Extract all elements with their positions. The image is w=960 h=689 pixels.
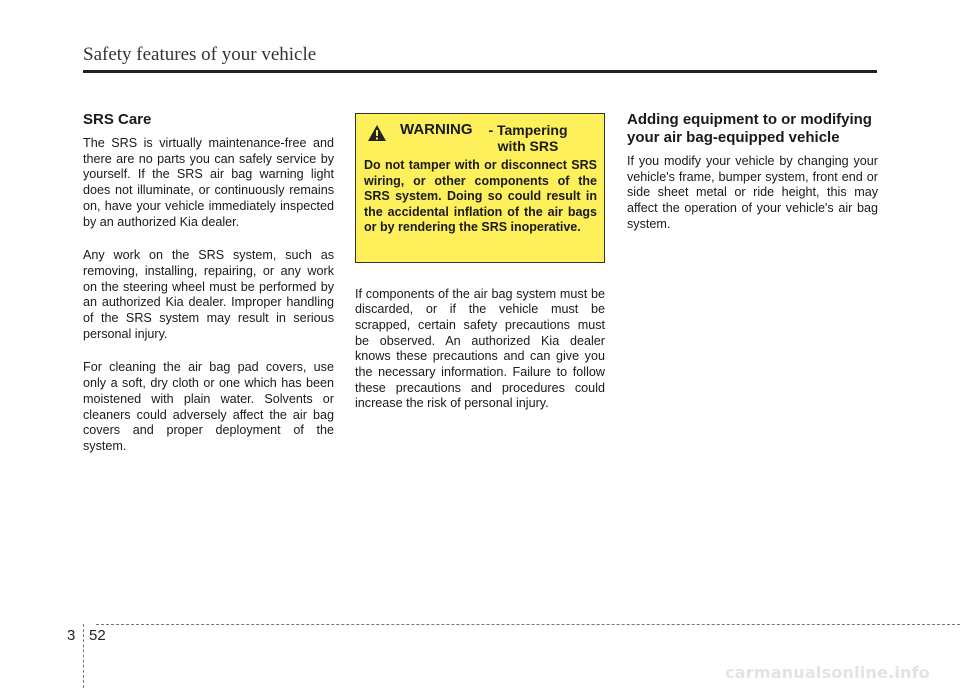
warning-topic: - Tampering with SRS bbox=[488, 122, 568, 154]
body-paragraph: If you modify your vehicle by changing your vehicle's frame, bumper system, front end or side sheet metal or ride height, this may affect the operation of your vehicle's air bag system. bbox=[627, 154, 878, 231]
adding-equipment-heading: Adding equipment to or modifying your air bag-equipped vehicle bbox=[627, 111, 872, 146]
body-paragraph: If components of the air bag system must be discarded, or if the vehicle must be scrapped, certain safety precautions must be observed. An authorized Kia dealer knows these precautions and can give you the necessary information. Failure to follow these precautions and procedures could increase the risk of personal injury. bbox=[355, 286, 605, 411]
middle-column bbox=[355, 110, 605, 430]
warning-box bbox=[355, 113, 605, 263]
page-number-separator bbox=[83, 624, 85, 688]
right-column bbox=[627, 110, 878, 251]
srs-care-heading: SRS Care bbox=[83, 111, 152, 128]
body-paragraph: For cleaning the air bag pad covers, use only a soft, dry cloth or one which has been moistened with plain water. Solvents or cleaners could adversely affect the air bag covers and proper deployment of the system. bbox=[83, 360, 334, 453]
page-number: 52 bbox=[89, 627, 106, 644]
warning-triangle-icon bbox=[367, 124, 387, 142]
body-paragraph: The SRS is virtually maintenance-free and there are no parts you can safely service by yourself. If the SRS air bag warning light does not illuminate, or continuously remains on, have your vehicle immediately inspected by an authorized Kia dealer. bbox=[83, 136, 334, 229]
page-header-title: Safety features of your vehicle bbox=[83, 44, 317, 65]
header-rule bbox=[83, 70, 877, 73]
warning-label: WARNING bbox=[400, 121, 473, 138]
warning-body: Do not tamper with or disconnect SRS wiring, or other components of the SRS system. Doing so could result in the accidental inflation of the air bags or by rendering the SRS inoperative. bbox=[364, 158, 597, 234]
chapter-number: 3 bbox=[67, 627, 76, 644]
watermark: carmanualsonline.info bbox=[725, 663, 930, 682]
body-paragraph: Any work on the SRS system, such as removing, installing, repairing, or any work on the steering wheel must be performed by an authorized Kia dealer. Improper handling of the SRS system may result in serious personal injury. bbox=[83, 248, 334, 341]
footer-rule bbox=[96, 624, 960, 625]
left-column bbox=[83, 110, 334, 473]
warning-header bbox=[364, 122, 597, 158]
